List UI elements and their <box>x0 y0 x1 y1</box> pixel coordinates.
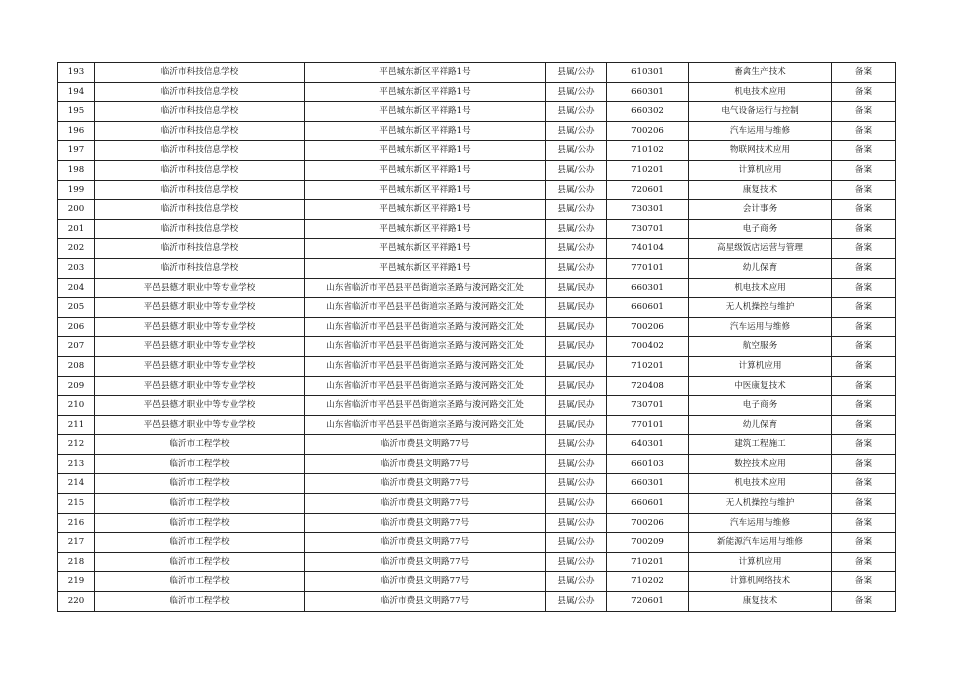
table-row <box>58 494 896 514</box>
school-address-cell: 山东省临沂市平邑县平邑街道宗圣路与浚河路交汇处 <box>305 278 546 298</box>
major-code-cell: 730301 <box>607 200 689 220</box>
status-cell: 备案 <box>832 121 896 141</box>
school-address-cell: 平邑城东新区平祥路1号 <box>305 239 546 259</box>
school-address-cell: 临沂市费县文明路77号 <box>305 592 546 612</box>
school-name-cell: 临沂市工程学校 <box>95 513 305 533</box>
major-code-cell: 660301 <box>607 474 689 494</box>
school-address-cell: 山东省临沂市平邑县平邑街道宗圣路与浚河路交汇处 <box>305 376 546 396</box>
table-row <box>58 160 896 180</box>
major-name-cell: 汽车运用与维修 <box>689 121 832 141</box>
ownership-type-cell: 县属/公办 <box>546 592 607 612</box>
status-cell: 备案 <box>832 337 896 357</box>
row-number-cell: 214 <box>58 474 95 494</box>
ownership-type-cell: 县属/公办 <box>546 63 607 83</box>
major-code-cell: 610301 <box>607 63 689 83</box>
major-code-cell: 660601 <box>607 298 689 318</box>
status-cell: 备案 <box>832 141 896 161</box>
major-code-cell: 720601 <box>607 180 689 200</box>
school-address-cell: 平邑城东新区平祥路1号 <box>305 63 546 83</box>
table-row <box>58 356 896 376</box>
major-name-cell: 汽车运用与维修 <box>689 513 832 533</box>
row-number-cell: 208 <box>58 356 95 376</box>
table-row <box>58 180 896 200</box>
school-address-cell: 平邑城东新区平祥路1号 <box>305 200 546 220</box>
major-name-cell: 计算机应用 <box>689 160 832 180</box>
school-address-cell: 临沂市费县文明路77号 <box>305 454 546 474</box>
school-name-cell: 临沂市科技信息学校 <box>95 121 305 141</box>
school-name-cell: 平邑县德才职业中等专业学校 <box>95 415 305 435</box>
major-name-cell: 机电技术应用 <box>689 474 832 494</box>
table-row <box>58 552 896 572</box>
row-number-cell: 215 <box>58 494 95 514</box>
major-code-cell: 710201 <box>607 356 689 376</box>
major-name-cell: 计算机应用 <box>689 356 832 376</box>
major-code-cell: 640301 <box>607 435 689 455</box>
row-number-cell: 209 <box>58 376 95 396</box>
table-row <box>58 239 896 259</box>
school-name-cell: 平邑县德才职业中等专业学校 <box>95 356 305 376</box>
status-cell: 备案 <box>832 180 896 200</box>
status-cell: 备案 <box>832 102 896 122</box>
major-code-cell: 700209 <box>607 533 689 553</box>
major-name-cell: 幼儿保育 <box>689 415 832 435</box>
school-address-cell: 临沂市费县文明路77号 <box>305 474 546 494</box>
school-name-cell: 临沂市科技信息学校 <box>95 258 305 278</box>
major-name-cell: 电子商务 <box>689 396 832 416</box>
school-address-cell: 临沂市费县文明路77号 <box>305 572 546 592</box>
table-body <box>58 63 896 612</box>
status-cell: 备案 <box>832 513 896 533</box>
ownership-type-cell: 县属/民办 <box>546 396 607 416</box>
table-row <box>58 121 896 141</box>
table-row <box>58 141 896 161</box>
table-row <box>58 219 896 239</box>
school-name-cell: 临沂市工程学校 <box>95 572 305 592</box>
ownership-type-cell: 县属/公办 <box>546 494 607 514</box>
school-name-cell: 临沂市科技信息学校 <box>95 63 305 83</box>
school-name-cell: 临沂市工程学校 <box>95 592 305 612</box>
row-number-cell: 212 <box>58 435 95 455</box>
table-row <box>58 533 896 553</box>
table-row <box>58 572 896 592</box>
major-code-cell: 730701 <box>607 396 689 416</box>
school-name-cell: 临沂市科技信息学校 <box>95 141 305 161</box>
ownership-type-cell: 县属/民办 <box>546 278 607 298</box>
ownership-type-cell: 县属/公办 <box>546 160 607 180</box>
major-name-cell: 中医康复技术 <box>689 376 832 396</box>
ownership-type-cell: 县属/公办 <box>546 435 607 455</box>
status-cell: 备案 <box>832 63 896 83</box>
ownership-type-cell: 县属/公办 <box>546 572 607 592</box>
status-cell: 备案 <box>832 435 896 455</box>
status-cell: 备案 <box>832 278 896 298</box>
row-number-cell: 213 <box>58 454 95 474</box>
ownership-type-cell: 县属/公办 <box>546 200 607 220</box>
row-number-cell: 195 <box>58 102 95 122</box>
school-name-cell: 平邑县德才职业中等专业学校 <box>95 278 305 298</box>
status-cell: 备案 <box>832 552 896 572</box>
major-code-cell: 710102 <box>607 141 689 161</box>
major-name-cell: 机电技术应用 <box>689 278 832 298</box>
major-name-cell: 物联网技术应用 <box>689 141 832 161</box>
ownership-type-cell: 县属/公办 <box>546 474 607 494</box>
school-name-cell: 临沂市工程学校 <box>95 552 305 572</box>
major-code-cell: 700206 <box>607 513 689 533</box>
major-name-cell: 航空服务 <box>689 337 832 357</box>
ownership-type-cell: 县属/公办 <box>546 454 607 474</box>
school-address-cell: 平邑城东新区平祥路1号 <box>305 82 546 102</box>
table-row <box>58 513 896 533</box>
major-name-cell: 计算机网络技术 <box>689 572 832 592</box>
major-name-cell: 无人机操控与维护 <box>689 494 832 514</box>
school-address-cell: 临沂市费县文明路77号 <box>305 494 546 514</box>
major-code-cell: 710201 <box>607 160 689 180</box>
status-cell: 备案 <box>832 454 896 474</box>
major-name-cell: 康复技术 <box>689 180 832 200</box>
major-code-cell: 720601 <box>607 592 689 612</box>
ownership-type-cell: 县属/公办 <box>546 102 607 122</box>
row-number-cell: 204 <box>58 278 95 298</box>
major-name-cell: 计算机应用 <box>689 552 832 572</box>
ownership-type-cell: 县属/民办 <box>546 376 607 396</box>
school-name-cell: 临沂市工程学校 <box>95 474 305 494</box>
row-number-cell: 202 <box>58 239 95 259</box>
status-cell: 备案 <box>832 160 896 180</box>
row-number-cell: 207 <box>58 337 95 357</box>
major-code-cell: 660301 <box>607 82 689 102</box>
status-cell: 备案 <box>832 396 896 416</box>
status-cell: 备案 <box>832 592 896 612</box>
status-cell: 备案 <box>832 219 896 239</box>
major-code-cell: 720408 <box>607 376 689 396</box>
ownership-type-cell: 县属/公办 <box>546 552 607 572</box>
school-address-cell: 平邑城东新区平祥路1号 <box>305 102 546 122</box>
school-address-cell: 平邑城东新区平祥路1号 <box>305 219 546 239</box>
row-number-cell: 200 <box>58 200 95 220</box>
table-row <box>58 376 896 396</box>
ownership-type-cell: 县属/公办 <box>546 258 607 278</box>
school-name-cell: 临沂市科技信息学校 <box>95 219 305 239</box>
major-code-cell: 660301 <box>607 278 689 298</box>
status-cell: 备案 <box>832 239 896 259</box>
major-name-cell: 无人机操控与维护 <box>689 298 832 318</box>
status-cell: 备案 <box>832 258 896 278</box>
row-number-cell: 219 <box>58 572 95 592</box>
status-cell: 备案 <box>832 356 896 376</box>
status-cell: 备案 <box>832 474 896 494</box>
table-row <box>58 337 896 357</box>
major-code-cell: 770101 <box>607 415 689 435</box>
ownership-type-cell: 县属/公办 <box>546 121 607 141</box>
row-number-cell: 203 <box>58 258 95 278</box>
row-number-cell: 217 <box>58 533 95 553</box>
major-code-cell: 660103 <box>607 454 689 474</box>
major-name-cell: 机电技术应用 <box>689 82 832 102</box>
major-name-cell: 数控技术应用 <box>689 454 832 474</box>
table-row <box>58 63 896 83</box>
major-name-cell: 畜禽生产技术 <box>689 63 832 83</box>
status-cell: 备案 <box>832 376 896 396</box>
school-address-cell: 山东省临沂市平邑县平邑街道宗圣路与浚河路交汇处 <box>305 356 546 376</box>
table-row <box>58 592 896 612</box>
school-address-cell: 临沂市费县文明路77号 <box>305 552 546 572</box>
status-cell: 备案 <box>832 298 896 318</box>
row-number-cell: 201 <box>58 219 95 239</box>
school-address-cell: 平邑城东新区平祥路1号 <box>305 121 546 141</box>
table-row <box>58 317 896 337</box>
row-number-cell: 220 <box>58 592 95 612</box>
major-name-cell: 汽车运用与维修 <box>689 317 832 337</box>
major-code-cell: 740104 <box>607 239 689 259</box>
row-number-cell: 205 <box>58 298 95 318</box>
row-number-cell: 211 <box>58 415 95 435</box>
ownership-type-cell: 县属/公办 <box>546 239 607 259</box>
table-row <box>58 200 896 220</box>
status-cell: 备案 <box>832 415 896 435</box>
row-number-cell: 216 <box>58 513 95 533</box>
ownership-type-cell: 县属/公办 <box>546 141 607 161</box>
school-name-cell: 临沂市科技信息学校 <box>95 82 305 102</box>
school-name-cell: 临沂市科技信息学校 <box>95 239 305 259</box>
table-row <box>58 396 896 416</box>
ownership-type-cell: 县属/民办 <box>546 317 607 337</box>
school-major-table <box>57 62 896 612</box>
table-row <box>58 102 896 122</box>
major-code-cell: 700206 <box>607 121 689 141</box>
major-name-cell: 电气设备运行与控制 <box>689 102 832 122</box>
table-row <box>58 278 896 298</box>
table-row <box>58 298 896 318</box>
status-cell: 备案 <box>832 200 896 220</box>
major-code-cell: 710202 <box>607 572 689 592</box>
ownership-type-cell: 县属/公办 <box>546 219 607 239</box>
school-name-cell: 临沂市工程学校 <box>95 454 305 474</box>
ownership-type-cell: 县属/民办 <box>546 356 607 376</box>
ownership-type-cell: 县属/公办 <box>546 82 607 102</box>
status-cell: 备案 <box>832 533 896 553</box>
school-address-cell: 临沂市费县文明路77号 <box>305 513 546 533</box>
status-cell: 备案 <box>832 82 896 102</box>
school-name-cell: 临沂市工程学校 <box>95 435 305 455</box>
major-code-cell: 660601 <box>607 494 689 514</box>
status-cell: 备案 <box>832 572 896 592</box>
row-number-cell: 196 <box>58 121 95 141</box>
school-name-cell: 临沂市工程学校 <box>95 494 305 514</box>
table-row <box>58 454 896 474</box>
school-name-cell: 平邑县德才职业中等专业学校 <box>95 376 305 396</box>
major-code-cell: 700402 <box>607 337 689 357</box>
ownership-type-cell: 县属/公办 <box>546 533 607 553</box>
table-row <box>58 415 896 435</box>
school-name-cell: 平邑县德才职业中等专业学校 <box>95 298 305 318</box>
table-row <box>58 258 896 278</box>
row-number-cell: 199 <box>58 180 95 200</box>
major-code-cell: 730701 <box>607 219 689 239</box>
major-code-cell: 770101 <box>607 258 689 278</box>
major-name-cell: 幼儿保育 <box>689 258 832 278</box>
school-name-cell: 临沂市科技信息学校 <box>95 200 305 220</box>
major-name-cell: 高星级饭店运营与管理 <box>689 239 832 259</box>
school-address-cell: 山东省临沂市平邑县平邑街道宗圣路与浚河路交汇处 <box>305 317 546 337</box>
school-address-cell: 平邑城东新区平祥路1号 <box>305 141 546 161</box>
major-name-cell: 新能源汽车运用与维修 <box>689 533 832 553</box>
school-address-cell: 临沂市费县文明路77号 <box>305 533 546 553</box>
school-address-cell: 平邑城东新区平祥路1号 <box>305 160 546 180</box>
ownership-type-cell: 县属/民办 <box>546 337 607 357</box>
ownership-type-cell: 县属/公办 <box>546 180 607 200</box>
school-address-cell: 山东省临沂市平邑县平邑街道宗圣路与浚河路交汇处 <box>305 298 546 318</box>
school-address-cell: 平邑城东新区平祥路1号 <box>305 180 546 200</box>
school-address-cell: 山东省临沂市平邑县平邑街道宗圣路与浚河路交汇处 <box>305 415 546 435</box>
major-code-cell: 700206 <box>607 317 689 337</box>
row-number-cell: 193 <box>58 63 95 83</box>
table-row <box>58 435 896 455</box>
row-number-cell: 218 <box>58 552 95 572</box>
school-address-cell: 山东省临沂市平邑县平邑街道宗圣路与浚河路交汇处 <box>305 337 546 357</box>
school-name-cell: 临沂市科技信息学校 <box>95 160 305 180</box>
school-address-cell: 临沂市费县文明路77号 <box>305 435 546 455</box>
school-name-cell: 平邑县德才职业中等专业学校 <box>95 396 305 416</box>
school-name-cell: 平邑县德才职业中等专业学校 <box>95 337 305 357</box>
major-code-cell: 660302 <box>607 102 689 122</box>
table-row <box>58 474 896 494</box>
row-number-cell: 197 <box>58 141 95 161</box>
status-cell: 备案 <box>832 317 896 337</box>
school-name-cell: 临沂市工程学校 <box>95 533 305 553</box>
school-name-cell: 临沂市科技信息学校 <box>95 102 305 122</box>
school-name-cell: 平邑县德才职业中等专业学校 <box>95 317 305 337</box>
major-name-cell: 电子商务 <box>689 219 832 239</box>
row-number-cell: 210 <box>58 396 95 416</box>
school-name-cell: 临沂市科技信息学校 <box>95 180 305 200</box>
major-name-cell: 会计事务 <box>689 200 832 220</box>
ownership-type-cell: 县属/公办 <box>546 513 607 533</box>
table-row <box>58 82 896 102</box>
major-name-cell: 建筑工程施工 <box>689 435 832 455</box>
major-name-cell: 康复技术 <box>689 592 832 612</box>
row-number-cell: 198 <box>58 160 95 180</box>
school-address-cell: 山东省临沂市平邑县平邑街道宗圣路与浚河路交汇处 <box>305 396 546 416</box>
ownership-type-cell: 县属/民办 <box>546 298 607 318</box>
row-number-cell: 194 <box>58 82 95 102</box>
school-address-cell: 平邑城东新区平祥路1号 <box>305 258 546 278</box>
document-sheet <box>57 62 895 612</box>
status-cell: 备案 <box>832 494 896 514</box>
major-code-cell: 710201 <box>607 552 689 572</box>
row-number-cell: 206 <box>58 317 95 337</box>
ownership-type-cell: 县属/民办 <box>546 415 607 435</box>
